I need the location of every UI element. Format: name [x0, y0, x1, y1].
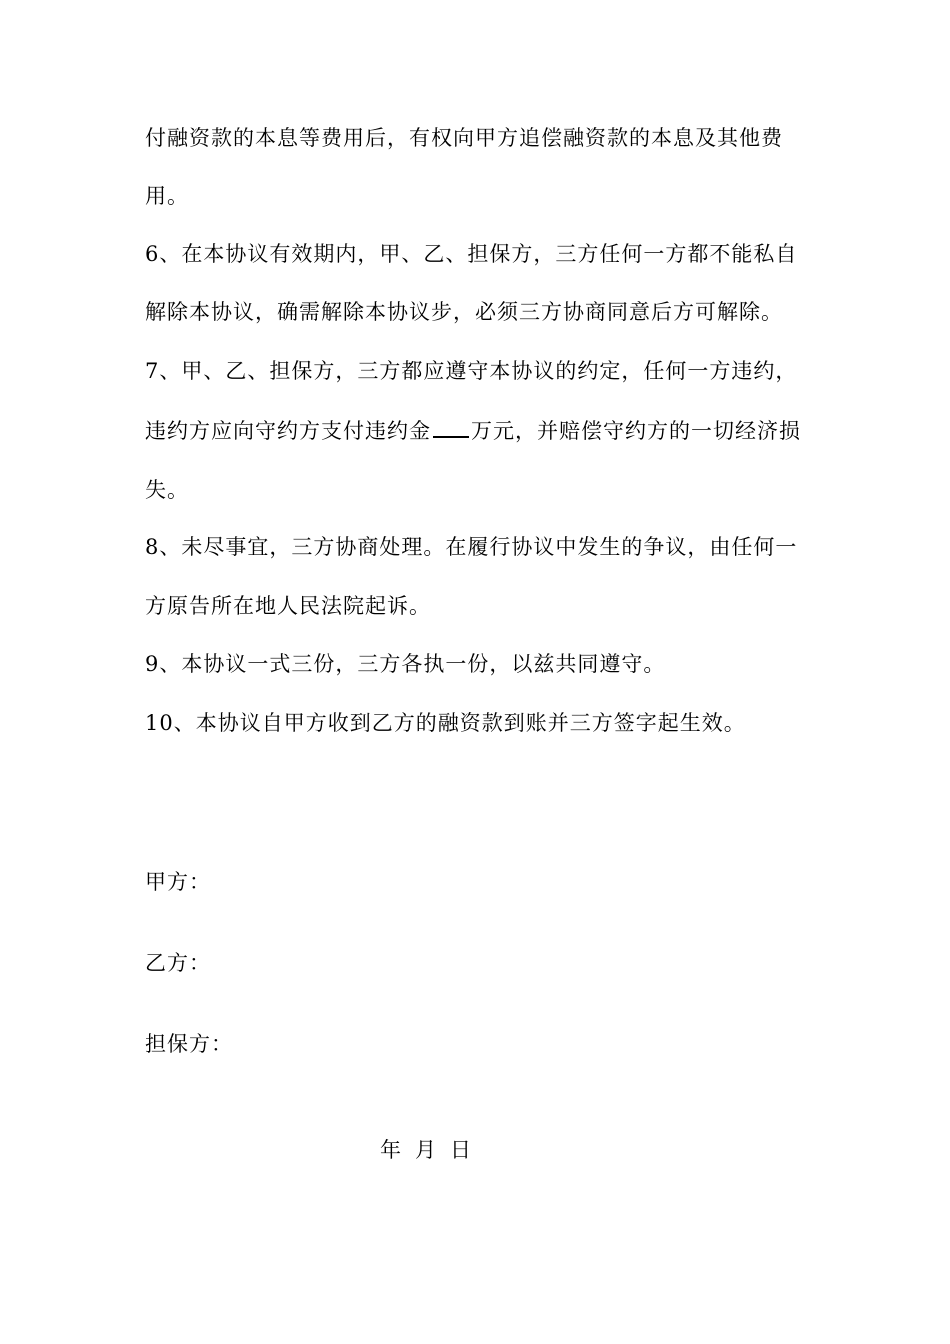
text-line: 付融资款的本息等费用后，有权向甲方追偿融资款的本息及其他费 — [145, 126, 783, 150]
clause-7-text-before-blank: 违约方应向守约方支付违约金 — [145, 419, 431, 443]
date-year-label: 年 — [380, 1138, 401, 1162]
clause-7-text-after-blank: 万元，并赔偿守约方的一切经济损 — [471, 419, 801, 443]
clause-8-line-1: 8、未尽事宜，三方协商处理。在履行协议中发生的争议，由任何一 — [145, 535, 798, 559]
guarantor-signature-label: 担保方： — [145, 1032, 233, 1056]
party-b-signature-label: 乙方： — [145, 951, 211, 975]
text-line: 用。 — [145, 184, 189, 208]
clause-7-line-3: 失。 — [145, 478, 189, 502]
clause-6-line-2: 解除本协议，确需解除本协议步，必须三方协商同意后方可解除。 — [145, 300, 783, 324]
party-a-signature-label: 甲方： — [145, 870, 211, 894]
signature-date — [380, 1136, 471, 1164]
clause-7-line-2 — [145, 416, 801, 445]
date-day-label: 日 — [450, 1138, 471, 1162]
clause-7-line-1: 7、甲、乙、担保方，三方都应遵守本协议的约定，任何一方违约， — [145, 359, 798, 383]
clause-8-line-2: 方原告所在地人民法院起诉。 — [145, 594, 431, 618]
penalty-amount-blank — [433, 416, 469, 438]
clause-10: 10、本协议自甲方收到乙方的融资款到账并三方签字起生效。 — [145, 711, 746, 735]
clause-6-line-1: 6、在本协议有效期内，甲、乙、担保方，三方任何一方都不能私自 — [145, 242, 798, 266]
date-month-label: 月 — [415, 1138, 436, 1162]
clause-9: 9、本协议一式三份，三方各执一份，以兹共同遵守。 — [145, 652, 666, 676]
